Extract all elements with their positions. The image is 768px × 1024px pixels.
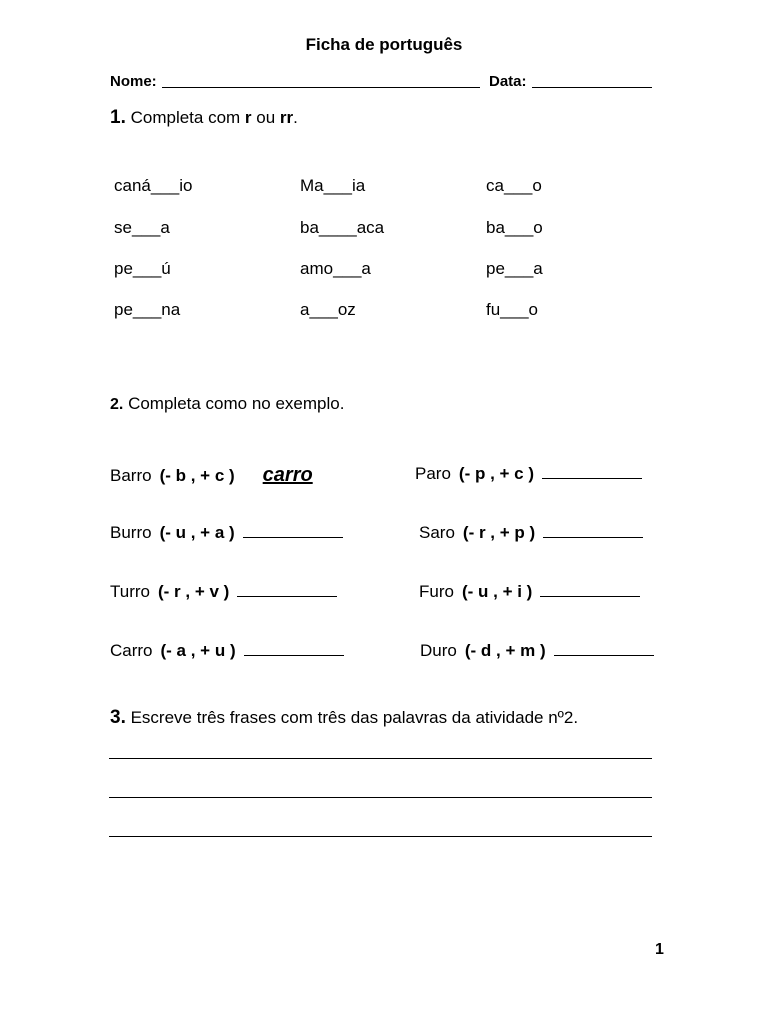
fill-word: ba___o <box>486 218 543 237</box>
exercise-word: Duro <box>420 641 457 660</box>
question-1-rr: rr <box>279 108 294 127</box>
question-2-number: 2. <box>110 396 124 413</box>
exercise-word: Carro <box>110 641 153 660</box>
answer-blank[interactable] <box>243 523 343 538</box>
fill-word: fu___o <box>486 300 538 319</box>
question-2-heading <box>110 394 344 414</box>
writing-line[interactable] <box>109 758 652 759</box>
example-answer: carro <box>262 464 313 486</box>
fill-word: caná___io <box>114 176 193 195</box>
question-1-number: 1. <box>110 107 126 128</box>
fill-word: amo___a <box>300 259 371 278</box>
fill-word: pe___na <box>114 300 181 319</box>
answer-blank[interactable] <box>543 523 643 538</box>
question-1-r: r <box>244 108 252 127</box>
answer-blank[interactable] <box>244 641 344 656</box>
fill-word: ba____aca <box>300 218 385 237</box>
question-3-heading <box>110 707 578 729</box>
exercise-rule: (- r , + v ) <box>158 582 230 601</box>
exercise-rule: (- d , + m ) <box>464 641 546 660</box>
exercise-word: Paro <box>415 464 451 483</box>
fill-word: pe___ú <box>114 259 171 278</box>
exercise-word: Furo <box>419 582 454 601</box>
exercise-word: Burro <box>110 523 152 542</box>
answer-blank[interactable] <box>540 582 640 597</box>
question-3-number: 3. <box>110 707 126 728</box>
fill-word: se___a <box>114 218 170 237</box>
fill-word: Ma___ia <box>300 176 366 195</box>
question-1-or: ou <box>251 108 280 127</box>
exercise-item <box>110 582 337 602</box>
exercise-word: Barro <box>110 466 152 485</box>
answer-blank[interactable] <box>554 641 654 656</box>
exercise-item <box>420 641 654 661</box>
exercise-rule: (- a , + u ) <box>160 641 236 660</box>
writing-line[interactable] <box>109 797 652 798</box>
exercise-item <box>110 464 313 487</box>
name-label: Nome: <box>110 73 157 90</box>
exercise-rule: (- u , + a ) <box>159 523 235 542</box>
exercise-rule: (- p , + c ) <box>458 464 535 483</box>
question-1-heading <box>110 107 298 129</box>
fill-word: pe___a <box>486 259 543 278</box>
date-label: Data: <box>489 73 527 90</box>
page-number: 1 <box>655 941 664 958</box>
exercise-item <box>419 523 643 543</box>
exercise-item <box>110 523 343 543</box>
question-1-period: . <box>293 108 298 127</box>
exercise-word: Turro <box>110 582 150 601</box>
exercise-rule: (- b , + c ) <box>159 466 235 485</box>
question-3-text: Escreve três frases com três das palavras da atividade nº2. <box>125 708 579 727</box>
question-1-text: Completa com <box>130 108 245 127</box>
exercise-rule: (- r , + p ) <box>462 523 536 542</box>
date-field[interactable] <box>532 87 652 88</box>
answer-blank[interactable] <box>237 582 337 597</box>
question-2-text: Completa como no exemplo. <box>123 394 345 413</box>
name-field[interactable] <box>162 87 480 88</box>
fill-word: ca___o <box>486 176 542 195</box>
exercise-item <box>419 582 640 602</box>
exercise-item <box>110 641 344 661</box>
writing-line[interactable] <box>109 836 652 837</box>
exercise-item <box>415 464 642 484</box>
fill-word: a___oz <box>300 300 356 319</box>
page-title: Ficha de português <box>305 35 463 54</box>
exercise-rule: (- u , + i ) <box>461 582 533 601</box>
exercise-word: Saro <box>419 523 455 542</box>
answer-blank[interactable] <box>542 464 642 479</box>
